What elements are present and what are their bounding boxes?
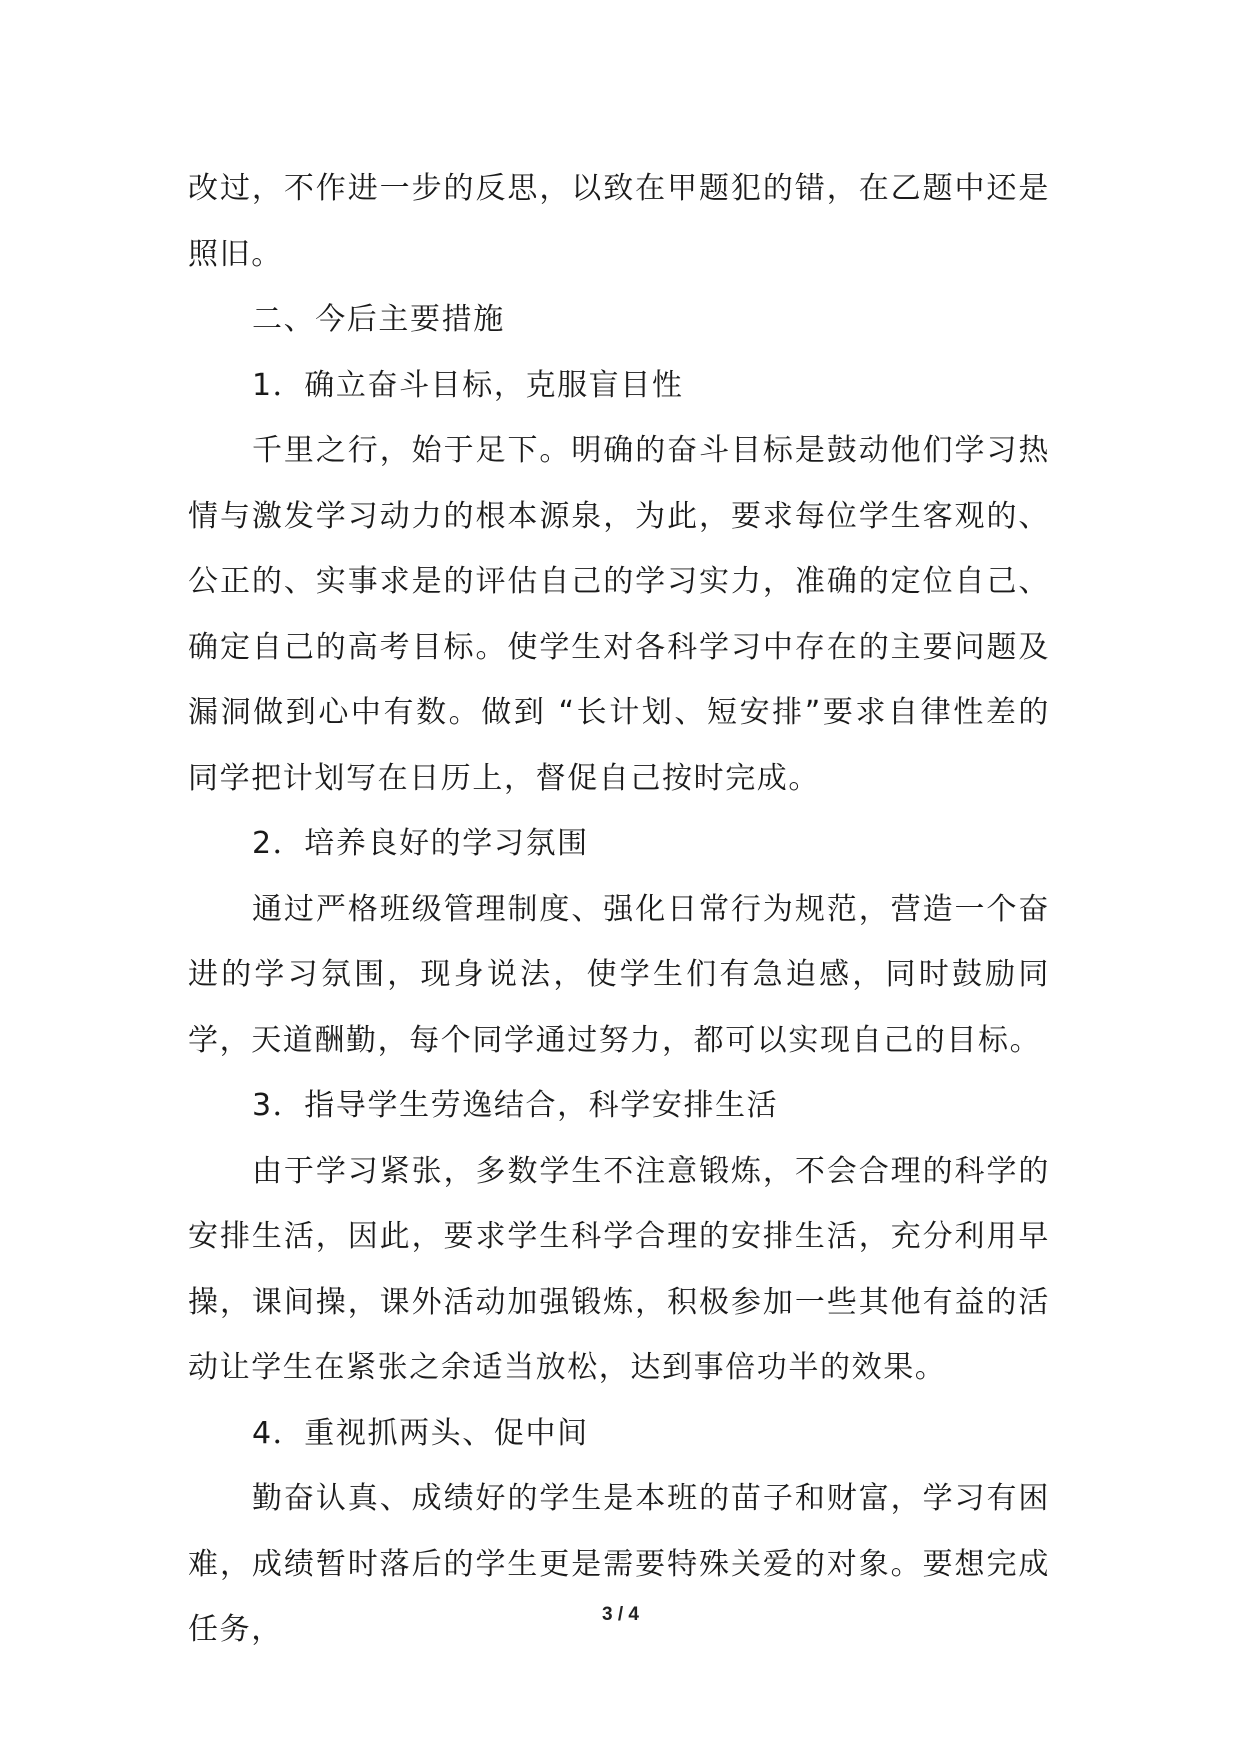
paragraph-goals: 千里之行，始于足下。明确的奋斗目标是鼓动他们学习热情与激发学习动力的根本源泉，为此，要求每位学生客观的、公正的、实事求是的评估自己的学习实力，准确的定位自己、确定自己的高考目标。使学生对各科学习中存在的主要问题及漏洞做到心中有数。做到 “长计划、短安排”要求自律性差的同学把计划写在日历上，督促自己按时完成。	[188, 433, 1050, 796]
subheading-3: 3．指导学生劳逸结合，科学安排生活	[252, 1088, 779, 1123]
subheading-2: 2．培养良好的学习氛围	[252, 826, 589, 861]
section-heading: 二、今后主要措施	[252, 302, 505, 337]
page-number: 3 / 4	[602, 1604, 639, 1625]
subheading-4: 4．重视抓两头、促中间	[252, 1415, 589, 1451]
paragraph-continuation: 改过，不作进一步的反思，以致在甲题犯的错，在乙题中还是照旧。	[188, 171, 1050, 272]
paragraph-both-ends: 勤奋认真、成绩好的学生是本班的苗子和财富，学习有困难，成绩暂时落后的学生更是需要特殊关爱的对象。要想完成任务，	[188, 1481, 1050, 1647]
document-body	[188, 156, 1050, 1663]
subheading-1: 1．确立奋斗目标，克服盲目性	[252, 367, 684, 403]
paragraph-balance: 由于学习紧张，多数学生不注意锻炼，不会合理的科学的安排生活，因此，要求学生科学合理的安排生活，充分利用早操，课间操，课外活动加强锻炼，积极参加一些其他有益的活动让学生在紧张之余适当放松，达到事倍功半的效果。	[188, 1153, 1050, 1385]
paragraph-atmosphere: 通过严格班级管理制度、强化日常行为规范，营造一个奋进的学习氛围，现身说法，使学生们有急迫感，同时鼓励同学，天道酬勤，每个同学通过努力，都可以实现自己的目标。	[188, 891, 1050, 1058]
